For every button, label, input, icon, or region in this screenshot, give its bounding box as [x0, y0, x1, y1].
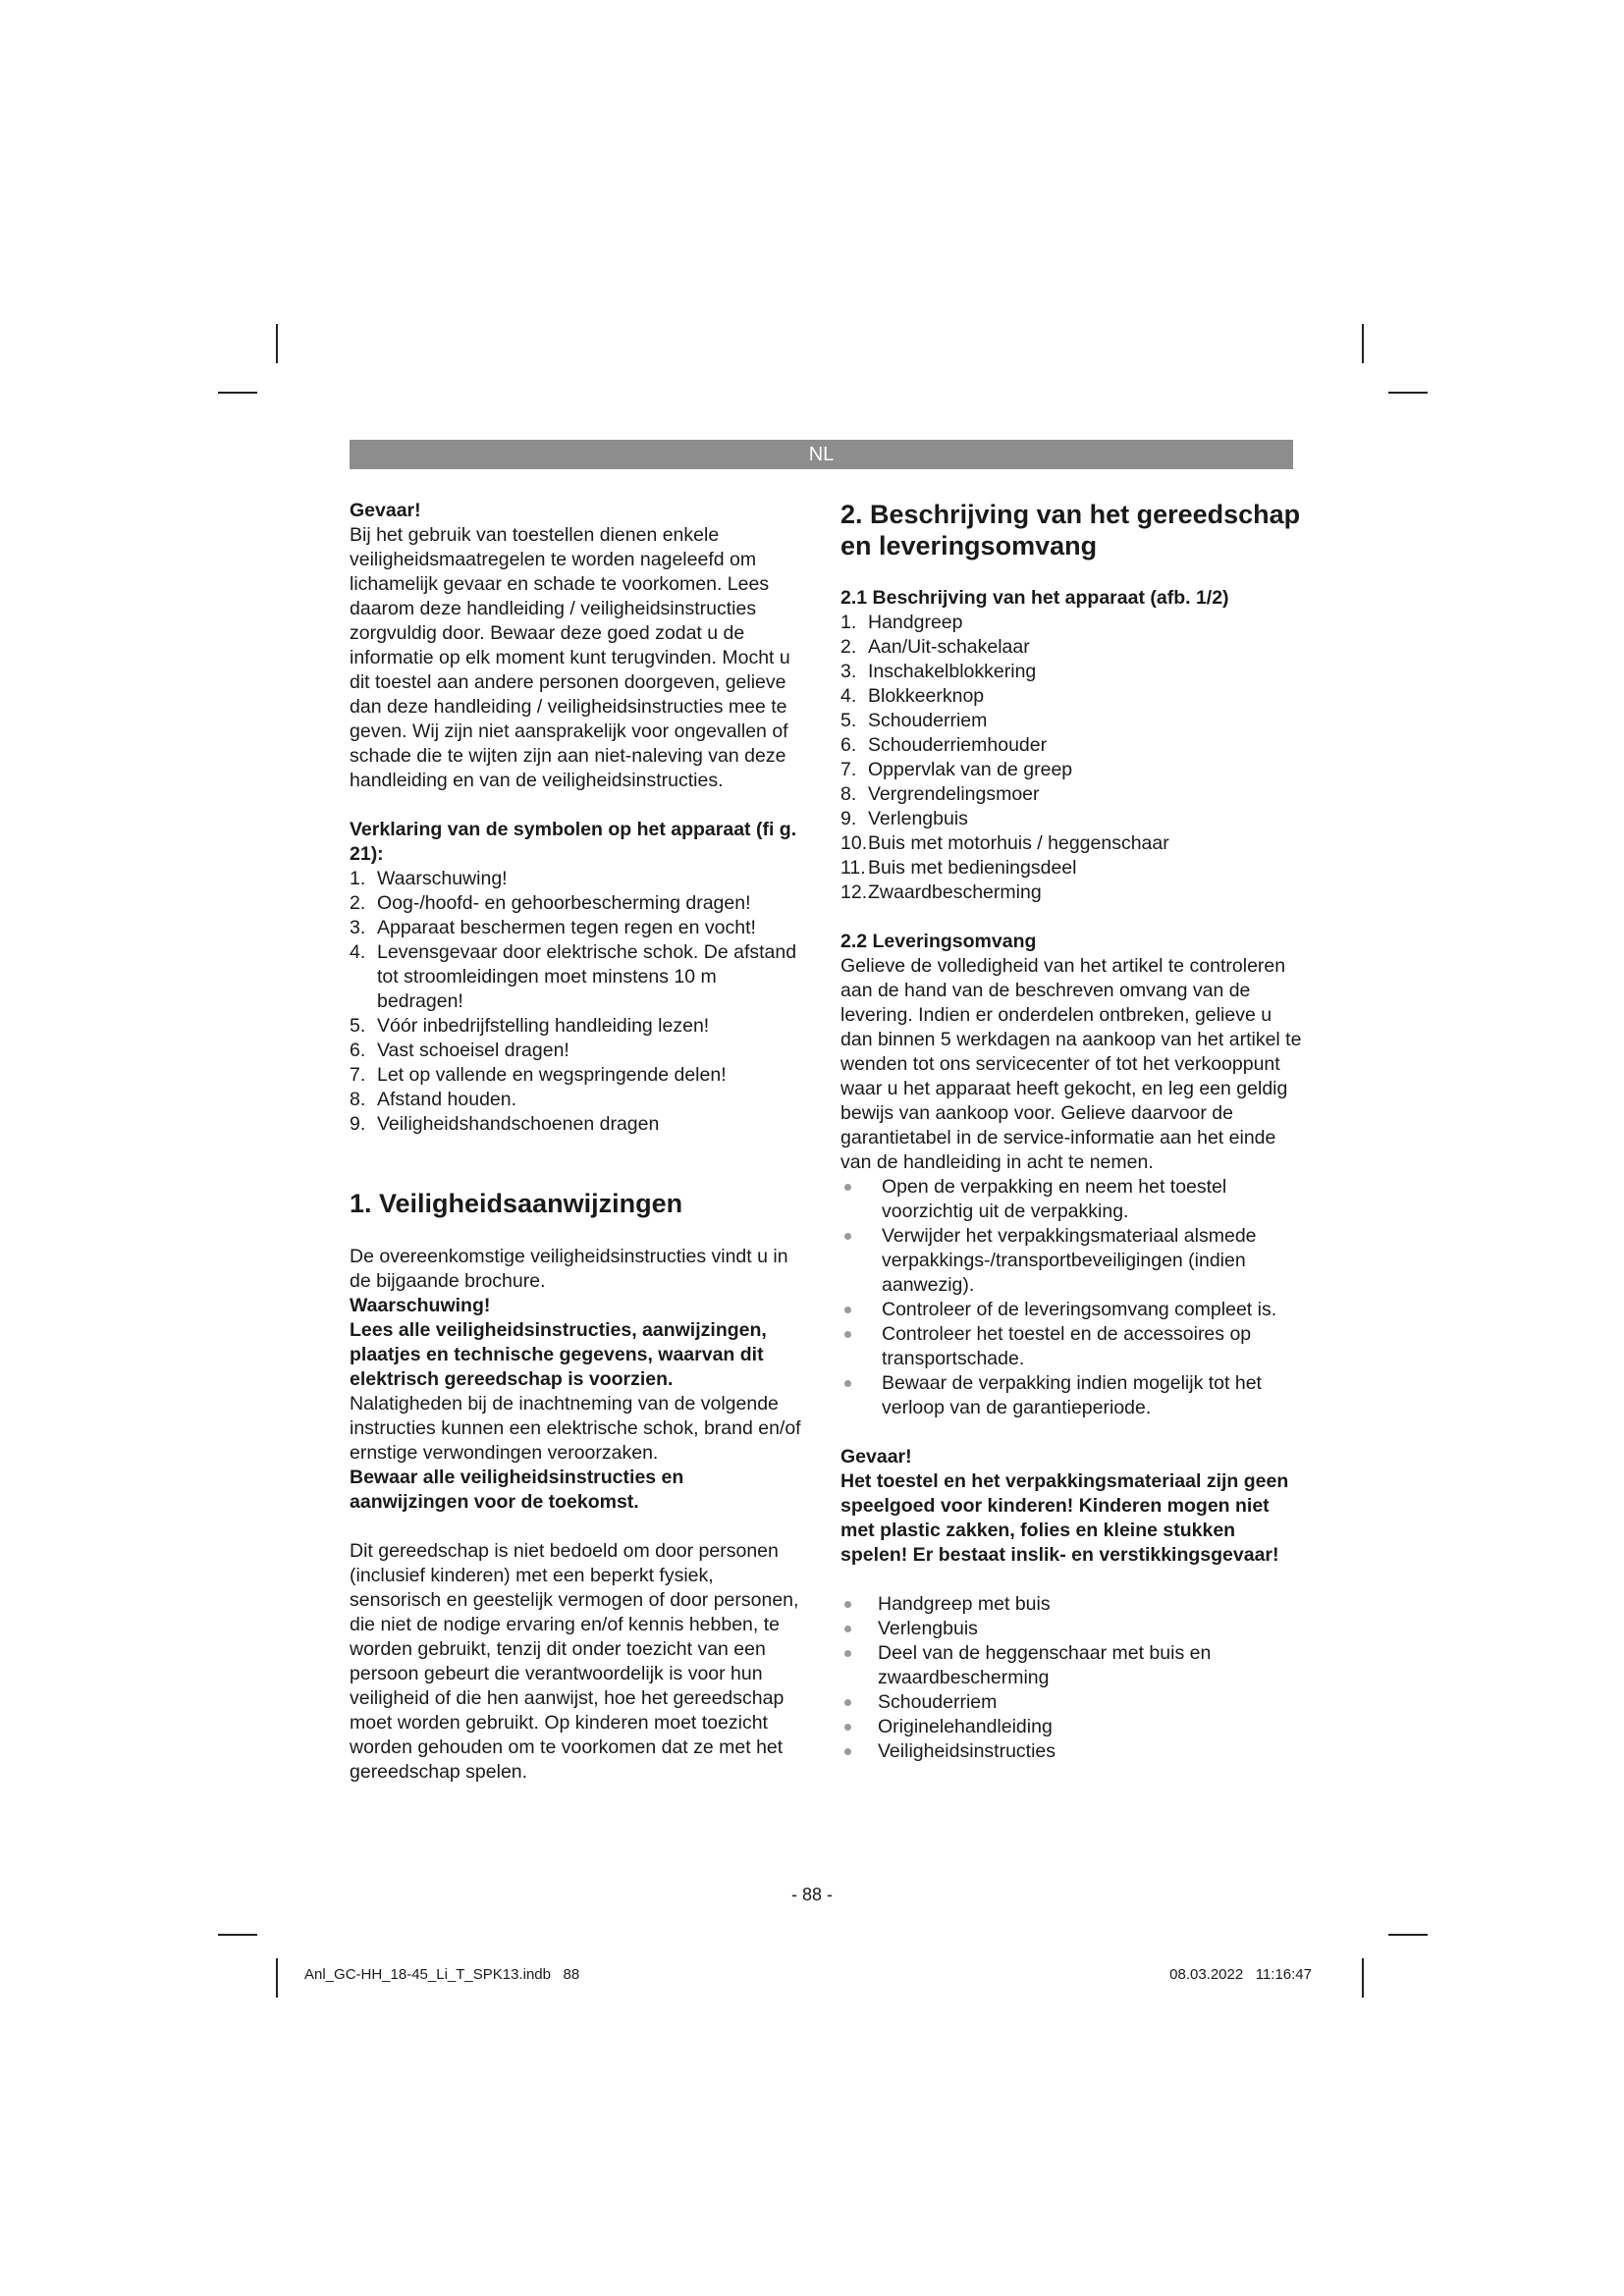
symbols-list	[350, 867, 805, 1137]
language-bar: NL	[350, 440, 1293, 469]
sub22-title: 2.2 Leveringsomvang	[840, 931, 1037, 952]
list-item: 8. Afstand houden.	[350, 1089, 517, 1110]
crop-mark	[218, 1934, 257, 1936]
list-item: 3. Inschakelblokkering	[840, 661, 1037, 682]
page-number: - 88 -	[790, 1885, 833, 1904]
list-item: 1. Waarschuwing!	[350, 868, 508, 889]
parts-list	[840, 611, 1302, 905]
list-item: 6. Vast schoeisel dragen!	[350, 1040, 569, 1061]
list-item: Controleer het toestel en de accessoires op transportschade.	[840, 1322, 1302, 1371]
sub21-title: 2.1 Beschrijving van het apparaat (afb. 1/2)	[840, 587, 1229, 609]
danger2-title: Gevaar!	[840, 1446, 912, 1468]
danger2-text: Het toestel en het verpakkingsmateriaal zijn geen speelgoed voor kinderen! Kinderen mogen niet met plastic zakken, folies en kleine stukken spelen! Er bestaat inslik- en verstikkingsgevaar!	[840, 1470, 1289, 1566]
list-item: Veiligheidsinstructies	[840, 1739, 1302, 1764]
list-item: 11. Buis met bedieningsdeel	[840, 857, 1077, 879]
crop-mark	[1362, 1958, 1364, 1998]
crop-mark	[1362, 324, 1364, 363]
footer-datetime: 08.03.2022 11:16:47	[1169, 1966, 1312, 1983]
list-item: Handgreep met buis	[840, 1592, 1302, 1617]
list-item: Deel van de heggenschaar met buis en zwaardbescherming	[840, 1641, 1302, 1690]
list-item: 10. Buis met motorhuis / heggenschaar	[840, 832, 1169, 854]
symbols-title: Verklaring van de symbolen op het apparaat (fi g. 21):	[350, 819, 797, 865]
list-item: 12. Zwaardbescherming	[840, 881, 1042, 903]
children-text: Dit gereedschap is niet bedoeld om door personen (inclusief kinderen) met een beperkt fysiek, sensorisch en geestelijk vermogen of door personen, die niet de nodige ervaring en/of kennis hebben, te worden gebruikt, tenzij dit onder toezicht van een persoon gebeurt die verantwoordelijk is voor hun veiligheid of die hen aanwijst, hoe het gereedschap moet worden gebruikt. Op kinderen moet toezicht worden gehouden om te voorkomen dat ze met het gereedschap spelen.	[350, 1540, 799, 1783]
list-item: 3. Apparaat beschermen tegen regen en vocht!	[350, 917, 756, 938]
list-item: 2. Oog-/hoofd- en gehoorbescherming dragen!	[350, 892, 751, 914]
danger-title: Gevaar!	[350, 500, 421, 521]
left-column	[350, 499, 805, 1785]
list-item: Controleer of de leveringsomvang compleet is.	[840, 1298, 1302, 1322]
crop-mark	[276, 1958, 278, 1998]
danger-text: Bij het gebruik van toestellen dienen enkele veiligheidsmaatregelen te worden nageleefd om lichamelijk gevaar en schade te voorkomen. Lees daarom deze handleiding / veiligheidsinstructies zorgvuldig door. Bewaar deze goed zodat u de informatie op elk moment kunt terugvinden. Mocht u dit toestel aan andere personen doorgeven, gelieve dan deze handleiding / veiligheidsinstructies mee te geven. Wij zijn niet aansprakelijk voor ongevallen of schade die te wijten zijn aan niet-naleving van deze handleiding en van de veiligheidsinstructies.	[350, 524, 790, 791]
list-item: 6. Schouderriemhouder	[840, 734, 1048, 756]
list-item: Schouderriem	[840, 1690, 1302, 1715]
crop-mark	[1388, 392, 1428, 394]
list-item: 9. Veiligheidshandschoenen dragen	[350, 1113, 660, 1135]
package-contents	[840, 1592, 1302, 1764]
crop-mark	[1388, 1934, 1428, 1936]
list-item: Originelehandleiding	[840, 1715, 1302, 1739]
list-item: 4. Blokkeerknop	[840, 685, 985, 707]
warning-title: Waarschuwing!	[350, 1295, 491, 1316]
unpack-steps	[840, 1175, 1302, 1420]
delivery-text: Gelieve de volledigheid van het artikel te controleren aan de hand van de beschreven omvang van de levering. Indien er onderdelen ontbreken, gelieve u dan binnen 5 werkdagen na aankoop van het artikel te wenden tot ons servicecenter of tot het verkooppunt waar u het apparaat heeft gekocht, en leg een geldig bewijs van aankoop voor. Gelieve daarvoor de garantietabel in de service-informatie aan het einde van de handleiding in acht te nemen.	[840, 955, 1302, 1173]
list-item: 1. Handgreep	[840, 612, 963, 633]
warning-bold: Lees alle veiligheidsinstructies, aanwijzingen, plaatjes en technische gegevens, waarvan dit elektrisch gereedschap is voorzien.	[350, 1319, 767, 1390]
crop-mark	[276, 324, 278, 363]
section1-intro: De overeenkomstige veiligheidsinstructies vindt u in de bijgaande brochure.	[350, 1246, 788, 1292]
list-item: 4. Levensgevaar door elektrische schok. De afstand tot stroomleidingen moet minstens 10 m bedragen!	[350, 941, 797, 1012]
keep-instructions: Bewaar alle veiligheidsinstructies en aanwijzingen voor de toekomst.	[350, 1467, 684, 1513]
list-item: 8. Vergrendelingsmoer	[840, 783, 1040, 805]
list-item: Open de verpakking en neem het toestel voorzichtig uit de verpakking.	[840, 1175, 1302, 1224]
warning-text: Nalatigheden bij de inachtneming van de volgende instructies kunnen een elektrische schok, brand en/of ernstige verwondingen veroorzaken.	[350, 1393, 801, 1464]
crop-mark	[218, 392, 257, 394]
list-item: Bewaar de verpakking indien mogelijk tot het verloop van de garantieperiode.	[840, 1371, 1302, 1420]
list-item: 5. Vóór inbedrijfstelling handleiding lezen!	[350, 1015, 710, 1037]
list-item: Verlengbuis	[840, 1617, 1302, 1641]
list-item: 5. Schouderriem	[840, 710, 988, 731]
right-column	[840, 499, 1302, 1764]
list-item: Verwijder het verpakkingsmateriaal alsmede verpakkings-/transportbeveiligingen (indien aanwezig).	[840, 1224, 1302, 1298]
section1-title: 1. Veiligheidsaanwijzingen	[350, 1189, 683, 1218]
section2-title: 2. Beschrijving van het gereedschap en leveringsomvang	[840, 500, 1301, 561]
list-item: 7. Let op vallende en wegspringende delen!	[350, 1064, 727, 1086]
footer-filename: Anl_GC-HH_18-45_Li_T_SPK13.indb 88	[304, 1966, 580, 1983]
list-item: 7. Oppervlak van de greep	[840, 759, 1073, 780]
list-item: 2. Aan/Uit-schakelaar	[840, 636, 1030, 658]
list-item: 9. Verlengbuis	[840, 808, 968, 829]
